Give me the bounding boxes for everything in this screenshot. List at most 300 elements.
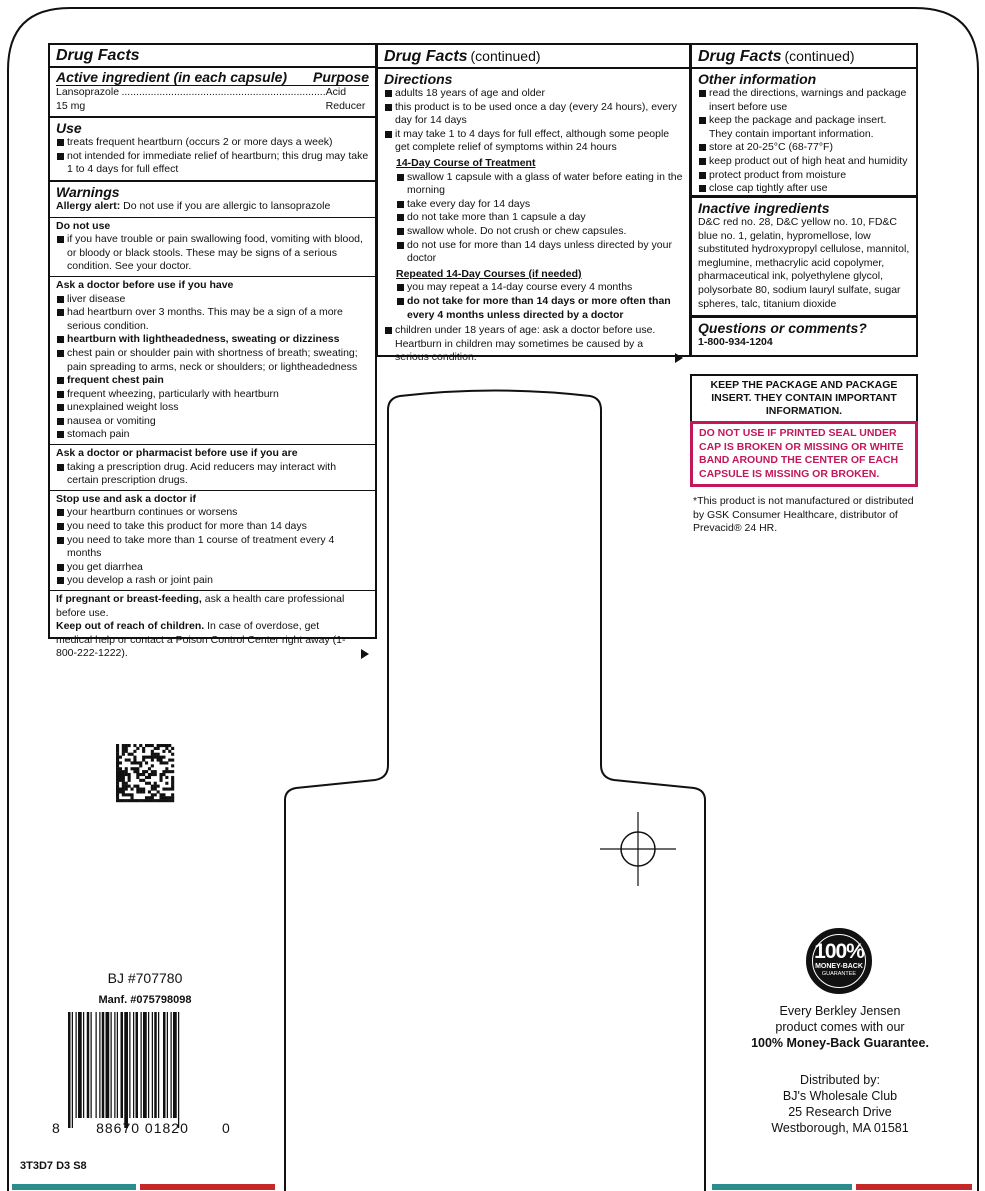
matrix-cell xyxy=(139,799,142,802)
matrix-cell xyxy=(125,785,128,788)
purpose-value: Acid Reducer xyxy=(325,86,366,112)
list-item: do not use for more than 14 days unless directed by your doctor xyxy=(396,239,683,266)
barcode-bar xyxy=(78,1012,82,1118)
matrix-cell xyxy=(139,790,142,793)
matrix-cell xyxy=(160,761,163,764)
matrix-cell xyxy=(148,767,151,770)
guarantee-text xyxy=(730,1003,950,1051)
matrix-cell xyxy=(148,799,151,802)
continued-label: (continued) xyxy=(784,48,855,64)
matrix-cell xyxy=(119,770,122,773)
list-item: swallow whole. Do not crush or chew capsules. xyxy=(396,225,683,239)
matrix-cell xyxy=(119,773,122,776)
matrix-cell xyxy=(151,785,154,788)
matrix-cell xyxy=(165,799,168,802)
matrix-cell xyxy=(125,767,128,770)
money-back-badge xyxy=(806,928,872,994)
barcode-bar xyxy=(83,1012,84,1118)
matrix-cell xyxy=(151,750,154,753)
matrix-cell xyxy=(116,756,119,759)
matrix-cell xyxy=(165,782,168,785)
matrix-cell xyxy=(142,756,145,759)
matrix-cell xyxy=(171,782,174,785)
ask-pharmacist-heading: Ask a doctor or pharmacist before use if you are xyxy=(56,447,298,460)
matrix-cell xyxy=(168,744,171,747)
active-ingredient-heading: Active ingredient (in each capsule) xyxy=(56,69,288,85)
matrix-cell xyxy=(131,761,134,764)
matrix-cell xyxy=(157,756,160,759)
matrix-cell xyxy=(148,776,151,779)
color-stripe xyxy=(140,1184,275,1190)
matrix-cell xyxy=(119,790,122,793)
matrix-cell xyxy=(125,744,128,747)
list-item: take every day for 14 days xyxy=(396,198,683,212)
list-item: swallow 1 capsule with a glass of water before eating in the morning xyxy=(396,171,683,198)
matrix-cell xyxy=(157,747,160,750)
matrix-cell xyxy=(157,759,160,762)
list-item: you may repeat a 14-day course every 4 months xyxy=(396,281,683,295)
list-item: adults 18 years of age and older xyxy=(384,87,683,101)
list-item: do not take for more than 14 days or more often than every 4 months unless directed by a doctor xyxy=(396,295,683,322)
barcode-bar xyxy=(178,1012,179,1128)
list-item: liver disease xyxy=(56,293,369,307)
barcode-bar xyxy=(152,1012,153,1118)
matrix-cell xyxy=(122,773,125,776)
matrix-cell xyxy=(171,759,174,762)
continue-arrow-icon xyxy=(361,649,369,659)
matrix-cell xyxy=(122,790,125,793)
matrix-cell xyxy=(119,761,122,764)
continue-arrow-icon xyxy=(675,353,683,363)
drug-facts-title: Drug Facts xyxy=(698,48,782,65)
inactive-text: D&C red no. 28, D&C yellow no. 10, FD&C blue no. 1, gelatin, hypromellose, low substituted hydroxypropyl cellulose, mannitol, meglumine, methacrylic acid copolymer, pharmaceutical ink, polyethylene glycol, polysorbate 80, sodium lauryl sulfate, sugar spheres, talc, titanium dioxide xyxy=(698,216,910,310)
matrix-cell xyxy=(157,785,160,788)
warnings-heading: Warnings xyxy=(56,183,120,200)
matrix-cell xyxy=(162,788,165,791)
matrix-cell xyxy=(116,790,119,793)
matrix-cell xyxy=(139,744,142,747)
matrix-cell xyxy=(171,770,174,773)
matrix-cell xyxy=(151,796,154,799)
matrix-cell xyxy=(128,776,131,779)
barcode-bar xyxy=(114,1012,115,1118)
matrix-cell xyxy=(165,788,168,791)
barcode-bar xyxy=(143,1012,147,1118)
matrix-cell xyxy=(122,785,125,788)
repeat-heading: Repeated 14-Day Courses (if needed) xyxy=(396,267,582,280)
matrix-cell xyxy=(142,773,145,776)
matrix-cell xyxy=(151,773,154,776)
matrix-cell xyxy=(139,764,142,767)
matrix-cell xyxy=(157,799,160,802)
matrix-cell xyxy=(139,779,142,782)
barcode-bar xyxy=(121,1012,124,1118)
matrix-cell xyxy=(151,759,154,762)
matrix-cell xyxy=(160,773,163,776)
matrix-cell xyxy=(122,799,125,802)
ask-doctor-heading: Ask a doctor before use if you have xyxy=(56,278,234,291)
barcode-bar xyxy=(68,1012,71,1128)
matrix-cell xyxy=(133,759,136,762)
registration-mark xyxy=(600,812,676,886)
distributor-label: Distributed by: xyxy=(800,1073,880,1087)
matrix-cell xyxy=(154,793,157,796)
matrix-cell xyxy=(157,744,160,747)
keep-package-box: KEEP THE PACKAGE AND PACKAGE INSERT. THEY CONTAIN IMPORTANT INFORMATION. xyxy=(690,374,918,423)
barcode-bar xyxy=(106,1012,110,1118)
other-info-heading: Other information xyxy=(698,71,817,87)
matrix-cell xyxy=(168,770,171,773)
barcode-bar xyxy=(133,1012,134,1118)
drug-facts-title: Drug Facts xyxy=(384,48,468,65)
list-item: unexplained weight loss xyxy=(56,401,369,415)
list-item: protect product from moisture xyxy=(698,169,910,183)
matrix-cell xyxy=(136,776,139,779)
matrix-cell xyxy=(168,759,171,762)
matrix-cell xyxy=(131,753,134,756)
matrix-cell xyxy=(116,793,119,796)
badge-percent: 100% xyxy=(814,940,864,963)
matrix-cell xyxy=(145,796,148,799)
allergy-label: Allergy alert: xyxy=(56,199,121,212)
questions-heading: Questions or comments? xyxy=(698,320,867,336)
matrix-cell xyxy=(133,744,136,747)
matrix-cell xyxy=(116,776,119,779)
allergy-text: Do not use if you are allergic to lansoprazole xyxy=(120,199,331,212)
matrix-cell xyxy=(122,750,125,753)
matrix-cell xyxy=(125,759,128,762)
matrix-cell xyxy=(162,761,165,764)
course-list xyxy=(396,171,683,266)
continued-label: (continued) xyxy=(470,48,541,64)
matrix-cell xyxy=(133,799,136,802)
list-item: close cap tightly after use xyxy=(698,182,910,196)
matrix-cell xyxy=(142,790,145,793)
distributor-street: 25 Research Drive xyxy=(788,1105,892,1119)
drug-facts-panel-2 xyxy=(376,43,691,364)
matrix-cell xyxy=(165,767,168,770)
matrix-cell xyxy=(160,776,163,779)
matrix-cell xyxy=(171,779,174,782)
matrix-cell xyxy=(116,785,119,788)
matrix-cell xyxy=(122,747,125,750)
matrix-cell xyxy=(116,770,119,773)
drug-facts-panel-3 xyxy=(690,43,918,357)
matrix-cell xyxy=(151,756,154,759)
do-not-use-heading: Do not use xyxy=(56,219,111,232)
barcode-bar xyxy=(91,1012,92,1118)
matrix-cell xyxy=(131,799,134,802)
matrix-cell xyxy=(128,779,131,782)
barcode-bar xyxy=(111,1012,112,1118)
matrix-cell xyxy=(151,753,154,756)
barcode-digits: 88670 01820 xyxy=(96,1120,189,1136)
seal-warning-box: DO NOT USE IF PRINTED SEAL UNDER CAP IS BROKEN OR MISSING OR WHITE BAND AROUND THE CENTER OF EACH CAPSULE IS MISSING OR BROKEN. xyxy=(690,421,918,487)
list-item: nausea or vomiting xyxy=(56,415,369,429)
stop-use-list xyxy=(56,506,369,588)
matrix-cell xyxy=(116,761,119,764)
barcode-bar xyxy=(167,1012,168,1118)
matrix-cell xyxy=(151,799,154,802)
matrix-cell xyxy=(151,764,154,767)
matrix-cell xyxy=(128,759,131,762)
matrix-cell xyxy=(145,744,148,747)
barcode-bar xyxy=(163,1012,166,1118)
matrix-cell xyxy=(133,785,136,788)
color-stripe xyxy=(856,1184,972,1190)
barcode-bar xyxy=(76,1012,77,1118)
matrix-cell xyxy=(131,793,134,796)
list-item: you need to take this product for more than 14 days xyxy=(56,520,369,534)
list-item: store at 20-25°C (68-77°F) xyxy=(698,141,910,155)
list-item: you need to take more than 1 course of treatment every 4 months xyxy=(56,534,369,561)
matrix-cell xyxy=(162,799,165,802)
color-stripe xyxy=(712,1184,852,1190)
matrix-cell xyxy=(145,782,148,785)
matrix-cell xyxy=(116,782,119,785)
matrix-cell xyxy=(128,799,131,802)
matrix-cell xyxy=(122,779,125,782)
guarantee-line1: Every Berkley Jensen xyxy=(779,1004,901,1018)
manf-number: Manf. #075798098 xyxy=(98,994,192,1006)
list-item: taking a prescription drug. Acid reducers may interact with certain prescription drugs. xyxy=(56,461,369,488)
matrix-cell xyxy=(136,790,139,793)
distributor-name: BJ's Wholesale Club xyxy=(782,1089,898,1103)
matrix-cell xyxy=(142,750,145,753)
list-item: if you have trouble or pain swallowing food, vomiting with blood, or bloody or black stools. These may be signs of a serious condition. See your doctor. xyxy=(56,233,369,274)
barcode-bar xyxy=(117,1012,118,1118)
matrix-cell xyxy=(151,744,154,747)
matrix-cell xyxy=(116,759,119,762)
matrix-cell xyxy=(154,756,157,759)
badge-line1: MONEY-BACK xyxy=(815,963,863,970)
matrix-cell xyxy=(128,785,131,788)
matrix-cell xyxy=(131,796,134,799)
matrix-cell xyxy=(154,770,157,773)
matrix-cell xyxy=(116,753,119,756)
matrix-cell xyxy=(116,799,119,802)
matrix-cell xyxy=(122,776,125,779)
matrix-cell xyxy=(148,796,151,799)
repeat-list xyxy=(396,281,683,322)
matrix-cell xyxy=(136,785,139,788)
list-item: chest pain or shoulder pain with shortness of breath; sweating; pain spreading to arms, neck or shoulders; or lightheadedness xyxy=(56,347,369,374)
matrix-cell xyxy=(171,747,174,750)
barcode-bar xyxy=(173,1012,177,1118)
matrix-cell xyxy=(151,788,154,791)
ask-doctor-list xyxy=(56,293,369,443)
matrix-cell xyxy=(125,770,128,773)
use-heading: Use xyxy=(56,120,82,137)
matrix-cell xyxy=(125,750,128,753)
matrix-cell xyxy=(119,799,122,802)
matrix-cell xyxy=(139,773,142,776)
matrix-cell xyxy=(162,773,165,776)
matrix-cell xyxy=(116,747,119,750)
matrix-cell xyxy=(136,799,139,802)
course-heading: 14-Day Course of Treatment xyxy=(396,156,536,169)
matrix-cell xyxy=(116,773,119,776)
matrix-cell xyxy=(160,799,163,802)
directions-heading: Directions xyxy=(384,71,453,87)
matrix-cell xyxy=(139,761,142,764)
matrix-cell xyxy=(154,753,157,756)
matrix-cell xyxy=(136,747,139,750)
matrix-cell xyxy=(116,744,119,747)
barcode-bar xyxy=(141,1012,142,1118)
matrix-cell xyxy=(154,782,157,785)
matrix-cell xyxy=(142,799,145,802)
matrix-cell xyxy=(154,788,157,791)
matrix-cell xyxy=(171,796,174,799)
matrix-cell xyxy=(125,793,128,796)
matrix-cell xyxy=(165,744,168,747)
matrix-cell xyxy=(160,759,163,762)
list-item: you get diarrhea xyxy=(56,561,369,575)
list-item: had heartburn over 3 months. This may be a sign of a more serious condition. xyxy=(56,306,369,333)
list-item: not intended for immediate relief of heartburn; this drug may take 1 to 4 days for full effect xyxy=(56,150,369,177)
matrix-cell xyxy=(125,773,128,776)
pregnant-text: ask a health care professional before use. xyxy=(56,593,345,619)
barcode-digit-right: 0 xyxy=(222,1120,230,1136)
matrix-cell xyxy=(148,782,151,785)
matrix-cell xyxy=(160,793,163,796)
color-stripe xyxy=(12,1184,136,1190)
matrix-cell xyxy=(116,750,119,753)
matrix-cell xyxy=(122,788,125,791)
matrix-cell xyxy=(142,788,145,791)
directions-list xyxy=(384,87,683,155)
matrix-cell xyxy=(162,756,165,759)
matrix-cell xyxy=(136,767,139,770)
matrix-cell xyxy=(142,770,145,773)
list-item: you develop a rash or joint pain xyxy=(56,574,369,588)
matrix-cell xyxy=(151,793,154,796)
matrix-cell xyxy=(157,790,160,793)
matrix-cell xyxy=(133,750,136,753)
matrix-cell xyxy=(145,770,148,773)
list-item: frequent chest pain xyxy=(56,374,369,388)
matrix-cell xyxy=(136,788,139,791)
matrix-cell xyxy=(128,753,131,756)
barcode-bar xyxy=(72,1012,73,1128)
matrix-cell xyxy=(162,750,165,753)
matrix-cell xyxy=(145,799,148,802)
matrix-cell xyxy=(168,788,171,791)
matrix-cell xyxy=(148,744,151,747)
matrix-cell xyxy=(145,756,148,759)
list-item: frequent wheezing, particularly with heartburn xyxy=(56,388,369,402)
matrix-cell xyxy=(160,744,163,747)
matrix-cell xyxy=(168,796,171,799)
keep-out-label: Keep out of reach of children. xyxy=(56,620,205,633)
matrix-cell xyxy=(157,753,160,756)
matrix-cell xyxy=(162,744,165,747)
distributor-block xyxy=(730,1072,950,1136)
barcode-digit-left: 8 xyxy=(52,1120,60,1136)
matrix-cell xyxy=(122,753,125,756)
list-item: stomach pain xyxy=(56,428,369,442)
matrix-cell xyxy=(165,770,168,773)
matrix-cell xyxy=(171,793,174,796)
matrix-cell xyxy=(119,776,122,779)
matrix-cell xyxy=(116,788,119,791)
keep-out-text: In case of overdose, get medical help or contact a Poison Control Center right away (1-800-222-1222). xyxy=(56,620,346,660)
matrix-cell xyxy=(162,770,165,773)
distributor-city: Westborough, MA 01581 xyxy=(771,1121,909,1135)
matrix-cell xyxy=(116,764,119,767)
other-info-list xyxy=(698,87,910,196)
matrix-cell xyxy=(128,744,131,747)
matrix-cell xyxy=(122,793,125,796)
barcode-bar xyxy=(124,1012,128,1128)
barcode-bar xyxy=(102,1012,105,1118)
purpose-heading: Purpose xyxy=(312,69,369,85)
matrix-cell xyxy=(133,761,136,764)
upc-barcode xyxy=(66,1012,216,1128)
children-item: children under 18 years of age: ask a doctor before use. Heartburn in children may sometimes be caused by a serious condition. xyxy=(395,324,656,364)
list-item: this product is to be used once a day (every 24 hours), every day for 14 days xyxy=(384,101,683,128)
drug-facts-panel-1: Drug Facts Active ingredient (in each capsule) Purpose Lansoprazole 15 mg ...................................................................... Acid Reducer Use treats frequent heartburn (occurs 2 or more days a week) not intended for immediate relief of heartburn; this drug may take 1 to 4 days for full effect Warnings Allergy alert: Do not use if you are allergic to lansoprazole Do not use if you have trouble or pain swallowing food, vomiting with blood, or bloody or black stools. These may be signs of a serious condition. See your doctor. Ask a doctor before use if you have liver disease had heartburn over 3 months. This may be a sign of a more serious condition. heartburn with lightheadedness, sweating or dizziness chest pain or shoulder pain with shortness of breath; sweating; pain spreading to arms, neck or shoulders; or lightheadedness frequent chest pain frequent wheezing, particularly with heartburn unexplained weight loss nausea or vomiting stomach pain Ask a doctor or pharmacist before use if you are taking a prescription drug. Acid reducers may interact with certain prescription drugs. Stop use and ask a doctor if your heartburn continues or worsens you need to take this product for more than 14 days you need to take more than 1 course of treatment every 4 months you get diarrhea you develop a rash or joint pain If pregnant or breast-feeding, ask a health care professional before use. Keep out of reach of children. In case of overdose, get medical help or contact a Poison Control Center right away (1-800-222-1222). xyxy=(48,43,377,639)
lot-code: 3T3D7 D3 S8 xyxy=(20,1160,87,1172)
pregnant-label: If pregnant or breast-feeding, xyxy=(56,593,202,605)
barcode-bar xyxy=(96,1012,97,1118)
matrix-cell xyxy=(125,788,128,791)
matrix-cell xyxy=(171,785,174,788)
matrix-cell xyxy=(139,788,142,791)
matrix-cell xyxy=(116,779,119,782)
barcode-bar xyxy=(158,1012,159,1118)
barcode-bar xyxy=(129,1012,130,1118)
matrix-cell xyxy=(133,756,136,759)
matrix-cell xyxy=(119,788,122,791)
matrix-cell xyxy=(125,799,128,802)
matrix-cell xyxy=(154,773,157,776)
barcode-bar xyxy=(148,1012,149,1118)
matrix-cell xyxy=(165,761,168,764)
matrix-cell xyxy=(160,779,163,782)
matrix-cell xyxy=(171,764,174,767)
guarantee-line2: product comes with our xyxy=(775,1020,905,1034)
matrix-cell xyxy=(151,770,154,773)
datamatrix-code xyxy=(116,744,174,802)
matrix-cell xyxy=(125,782,128,785)
use-list xyxy=(56,136,369,177)
matrix-cell xyxy=(128,793,131,796)
matrix-cell xyxy=(168,799,171,802)
list-item: read the directions, warnings and package insert before use xyxy=(698,87,910,114)
matrix-cell xyxy=(171,799,174,802)
list-item: heartburn with lightheadedness, sweating or dizziness xyxy=(56,333,369,347)
barcode-bar xyxy=(136,1012,139,1118)
matrix-cell xyxy=(145,761,148,764)
matrix-cell xyxy=(119,767,122,770)
matrix-cell xyxy=(133,767,136,770)
matrix-cell xyxy=(133,770,136,773)
matrix-cell xyxy=(148,773,151,776)
matrix-cell xyxy=(165,796,168,799)
inactive-heading: Inactive ingredients xyxy=(698,200,830,216)
matrix-cell xyxy=(165,776,168,779)
matrix-cell xyxy=(131,767,134,770)
matrix-cell xyxy=(128,773,131,776)
badge-line2: GUARANTEE xyxy=(821,971,857,977)
matrix-cell xyxy=(142,759,145,762)
matrix-cell xyxy=(171,776,174,779)
bj-item-number: BJ #707780 xyxy=(107,970,183,986)
matrix-cell xyxy=(136,773,139,776)
matrix-cell xyxy=(119,779,122,782)
